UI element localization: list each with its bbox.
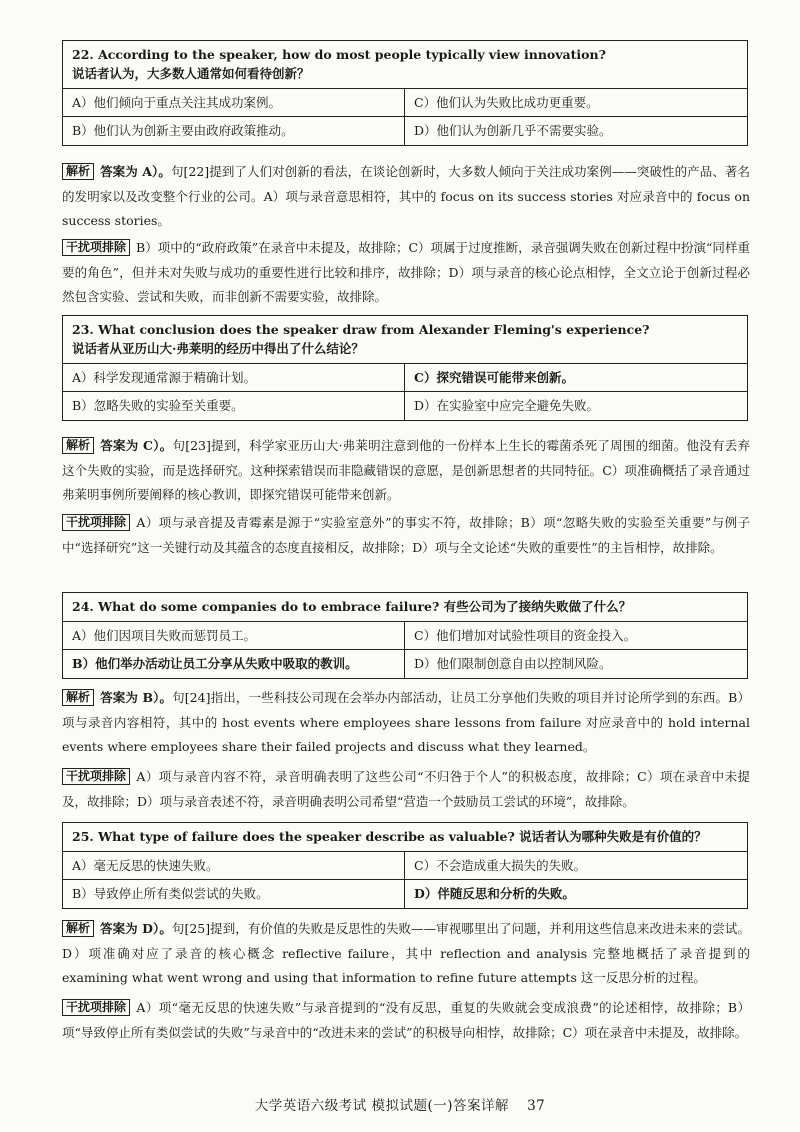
option-d: D）在实验室中应完全避免失败。 <box>414 398 600 413</box>
analysis-text: 句[22]提到了人们对创新的看法，在谈论创新时，大多数人倾向于关注成功案例——突破性的产品、著名的发明家以及改变整个行业的公司。A）项与录音意思相符，其中的 focus on its success stories 对应录音中的 focus on success stories。 <box>62 164 750 228</box>
distractor-text: A）项与录音内容不符，录音明确表明了这些公司“不归咎于个人”的积极态度，故排除；C）项在录音中未提及，故排除；D）项与录音表述不符，录音明确表明公司希望“营造一个鼓励员工尝试的环境”，故排除。 <box>62 769 751 809</box>
option-c: C）不会造成重大损失的失败。 <box>405 852 747 880</box>
option-c: C）他们认为失败比成功更重要。 <box>405 89 747 117</box>
distractor-23 <box>62 511 750 560</box>
answer-lead: 答案为 C）。 <box>100 438 173 453</box>
analysis-text: 句[23]提到，科学家亚历山大·弗莱明注意到他的一份样本上生长的霉菌杀死了周围的细菌。他没有丢弃这个失败的实验，而是选择研究。这种探索错误而非隐藏错误的意愿，是创新思想者的共同特征。C）项准确概括了录音通过弗莱明事例所要阐释的核心教训，即探究错误可能带来创新。 <box>62 438 750 502</box>
option-grid <box>63 89 747 145</box>
option-a: A）毫无反思的快速失败。 <box>63 852 405 880</box>
distractor-tag: 干扰项排除 <box>62 239 130 256</box>
option-b: B）忽略失败的实验至关重要。 <box>63 392 405 420</box>
option-a: A）他们因项目失败而惩罚员工。 <box>63 622 405 650</box>
distractor-25 <box>62 996 750 1045</box>
distractor-text: B）项中的“政府政策”在录音中未提及，故排除；C）项属于过度推断，录音强调失败在创新过程中扮演“同样重要的角色”，但并未对失败与成功的重要性进行比较和排序，故排除；D）项与录音的核心论点相悖，全文立论于创新过程必然包含实验、尝试和失败，而非创新不需要实验，故排除。 <box>62 240 750 304</box>
option-b: B）导致停止所有类似尝试的失败。 <box>63 880 405 908</box>
page-number: 37 <box>527 1098 546 1114</box>
analysis-text: 句[25]提到，有价值的失败是反思性的失败——审视哪里出了问题，并利用这些信息来改进未来的尝试。D）项准确对应了录音的核心概念 reflective failure，其中 reflection and analysis 完整地概括了录音提到的 examining what went wrong and using that information to refine future attempts 这一反思分析的过程。 <box>62 921 750 985</box>
distractor-text: A）项与录音提及青霉素是源于“实验室意外”的事实不符，故排除；B）项“忽略失败的实验至关重要”与例子中“选择研究”这一关键行动及其蕴含的态度直接相反，故排除；D）项与全文论述“失败的重要性”的主旨相悖，故排除。 <box>62 515 750 555</box>
option-c: C）他们增加对试验性项目的资金投入。 <box>405 622 747 650</box>
question-box-24 <box>62 592 748 679</box>
question-stem-en: 22. According to the speaker, how do most people typically view innovation? <box>72 47 606 62</box>
analysis-24 <box>62 686 750 760</box>
answer-lead: 答案为 D）。 <box>100 921 172 936</box>
question-stem-en: 23. What conclusion does the speaker draw from Alexander Fleming's experience? <box>72 322 650 337</box>
option-d: D）伴随反思和分析的失败。 <box>414 886 575 901</box>
distractor-tag: 干扰项排除 <box>62 999 130 1016</box>
option-grid <box>63 364 747 420</box>
question-stem <box>63 41 747 89</box>
option-d: D）他们限制创意自由以控制风险。 <box>414 656 612 671</box>
question-stem-zh: 说话者认为，大多数人通常如何看待创新？ <box>72 66 310 81</box>
option-c: C）探究错误可能带来创新。 <box>405 364 747 392</box>
distractor-text: A）项“毫无反思的快速失败”与录音提到的“没有反思，重复的失败就会变成浪费”的论述相悖，故排除；B）项“导致停止所有类似尝试的失败”与录音中的“改进未来的尝试”的积极导向相悖，故排除；C）项在录音中未提及，故排除。 <box>62 1000 750 1040</box>
option-a: A）科学发现通常源于精确计划。 <box>63 364 405 392</box>
question-box-22 <box>62 40 748 146</box>
analysis-tag: 解析 <box>62 689 94 706</box>
analysis-tag: 解析 <box>62 920 94 937</box>
option-b: B）他们认为创新主要由政府政策推动。 <box>63 117 405 145</box>
distractor-24 <box>62 765 750 814</box>
distractor-tag: 干扰项排除 <box>62 768 130 785</box>
distractor-tag: 干扰项排除 <box>62 514 130 531</box>
option-grid <box>63 852 747 908</box>
analysis-23 <box>62 434 750 508</box>
analysis-text: 句[24]指出，一些科技公司现在会举办内部活动，让员工分享他们失败的项目并讨论所学到的东西。B）项与录音内容相符，其中的 host events where employees share lessons from failure 对应录音中的 hold internal events where employees share their failed projects and discuss what they learned。 <box>62 690 750 754</box>
question-box-23 <box>62 315 748 421</box>
option-grid <box>63 622 747 678</box>
footer-title: 大学英语六级考试 模拟试题(一)答案详解 <box>254 1098 510 1114</box>
analysis-22 <box>62 160 750 234</box>
distractor-22 <box>62 236 750 310</box>
answer-lead: 答案为 B）。 <box>100 690 173 705</box>
analysis-tag: 解析 <box>62 437 94 454</box>
question-stem: 25. What type of failure does the speaker describe as valuable? 说话者认为哪种失败是有价值的？ <box>63 823 747 852</box>
option-d: D）他们认为创新几乎不需要实验。 <box>414 123 612 138</box>
page-footer <box>0 1094 800 1114</box>
question-box-25 <box>62 822 748 909</box>
answer-lead: 答案为 A）。 <box>100 164 171 179</box>
question-stem <box>63 316 747 364</box>
option-b: B）他们举办活动让员工分享从失败中吸取的教训。 <box>63 650 405 678</box>
option-a: A）他们倾向于重点关注其成功案例。 <box>63 89 405 117</box>
question-stem: 24. What do some companies do to embrace failure? 有些公司为了接纳失败做了什么？ <box>63 593 747 622</box>
question-stem-zh: 说话者从亚历山大·弗莱明的经历中得出了什么结论？ <box>72 341 364 356</box>
analysis-25 <box>62 917 750 991</box>
analysis-tag: 解析 <box>62 163 94 180</box>
